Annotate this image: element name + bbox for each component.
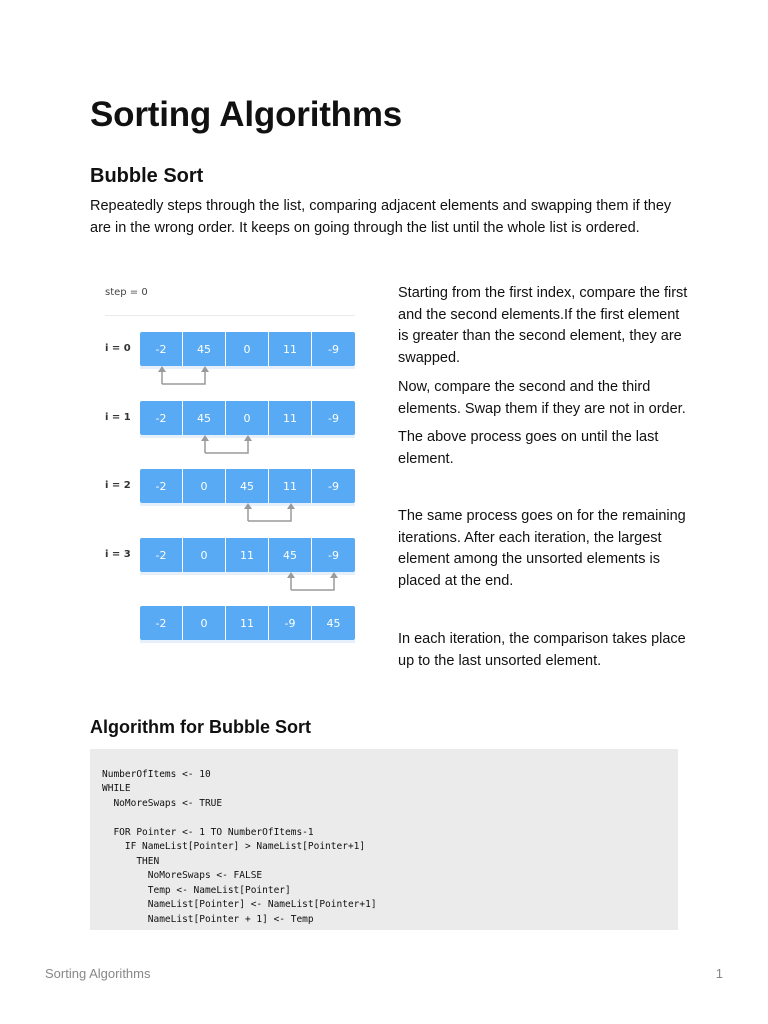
page-number: 1 — [715, 966, 723, 981]
array-cell: 0 — [183, 538, 226, 572]
code-line: NoMoreSwaps <- FALSE — [102, 870, 263, 881]
row-label: i = 3 — [105, 549, 131, 560]
code-line: WHILE — [102, 783, 131, 794]
array-cell: -2 — [140, 401, 183, 435]
array-cell: 11 — [226, 538, 269, 572]
array-cell: 11 — [269, 401, 312, 435]
array-row — [140, 332, 355, 366]
array-row — [140, 538, 355, 572]
compare-connector — [162, 370, 205, 384]
array-row-final — [140, 606, 355, 640]
section-title: Bubble Sort — [90, 165, 204, 187]
explanation-paragraph: Starting from the first index, compare the first and the second elements.If the first element is greater than the second element, they are swapped. — [398, 285, 688, 366]
row-label: i = 1 — [105, 412, 131, 423]
step-label: step = 0 — [105, 287, 148, 298]
compare-connector — [205, 439, 248, 453]
array-cell: 0 — [226, 332, 269, 366]
compare-connector — [291, 576, 334, 590]
array-cell: 11 — [269, 469, 312, 503]
row-label: i = 2 — [105, 480, 131, 491]
array-row — [140, 469, 355, 503]
code-line: THEN — [102, 856, 160, 867]
array-cell: -2 — [140, 469, 183, 503]
array-cell: 11 — [226, 606, 269, 640]
array-cell: 45 — [269, 538, 312, 572]
explanation-paragraph: Now, compare the second and the third elements. Swap them if they are not in order. — [398, 379, 686, 417]
explanation-paragraph: In each iteration, the comparison takes place up to the last unsorted element. — [398, 631, 686, 669]
explanation-paragraph: The same process goes on for the remaining iterations. After each iteration, the largest element among the unsorted elements is placed at the end. — [398, 508, 686, 589]
bubble-sort-diagram — [90, 272, 370, 652]
array-cell: 45 — [183, 332, 226, 366]
array-cell: 45 — [183, 401, 226, 435]
array-row — [140, 401, 355, 435]
footer-title: Sorting Algorithms — [45, 966, 151, 981]
code-line: NumberOfItems <- 10 — [102, 769, 211, 780]
arrow-head — [201, 366, 209, 372]
code-line: NameList[Pointer] <- NameList[Pointer+1] — [102, 899, 377, 910]
array-cell: -9 — [312, 401, 355, 435]
compare-connector — [248, 507, 291, 521]
array-cell: 45 — [226, 469, 269, 503]
step-divider — [105, 315, 355, 316]
array-cell: -9 — [269, 606, 312, 640]
code-line: FOR Pointer <- 1 TO NumberOfItems-1 — [102, 827, 314, 838]
arrow-head — [244, 435, 252, 441]
code-line: IF NameList[Pointer] > NameList[Pointer+1] — [102, 841, 366, 852]
array-cell: 11 — [269, 332, 312, 366]
code-block — [90, 749, 678, 930]
arrow-head — [158, 366, 166, 372]
arrow-head — [201, 435, 209, 441]
array-cell: -9 — [312, 332, 355, 366]
array-cell: 45 — [312, 606, 355, 640]
array-cell: -9 — [312, 538, 355, 572]
array-cell: 0 — [226, 401, 269, 435]
array-cell: 0 — [183, 469, 226, 503]
array-cell: -2 — [140, 538, 183, 572]
explanation-paragraph: The above process goes on until the last element. — [398, 429, 659, 467]
swap-arrows — [90, 272, 370, 652]
array-cell: -2 — [140, 332, 183, 366]
array-cell: -9 — [312, 469, 355, 503]
row-label: i = 0 — [105, 343, 131, 354]
array-cell: -2 — [140, 606, 183, 640]
arrow-head — [287, 503, 295, 509]
arrow-head — [244, 503, 252, 509]
arrow-head — [287, 572, 295, 578]
code-line: NameList[Pointer + 1] <- Temp — [102, 914, 314, 925]
array-cell: 0 — [183, 606, 226, 640]
algorithm-title: Algorithm for Bubble Sort — [90, 717, 311, 737]
section-intro: Repeatedly steps through the list, comparing adjacent elements and swapping them if they are in the wrong order. It keeps on going through the list until the whole list is ordered. — [90, 198, 672, 236]
code-line: Temp <- NameList[Pointer] — [102, 885, 291, 896]
arrow-head — [330, 572, 338, 578]
code-line: NoMoreSwaps <- TRUE — [102, 798, 223, 809]
page-title: Sorting Algorithms — [90, 95, 403, 134]
